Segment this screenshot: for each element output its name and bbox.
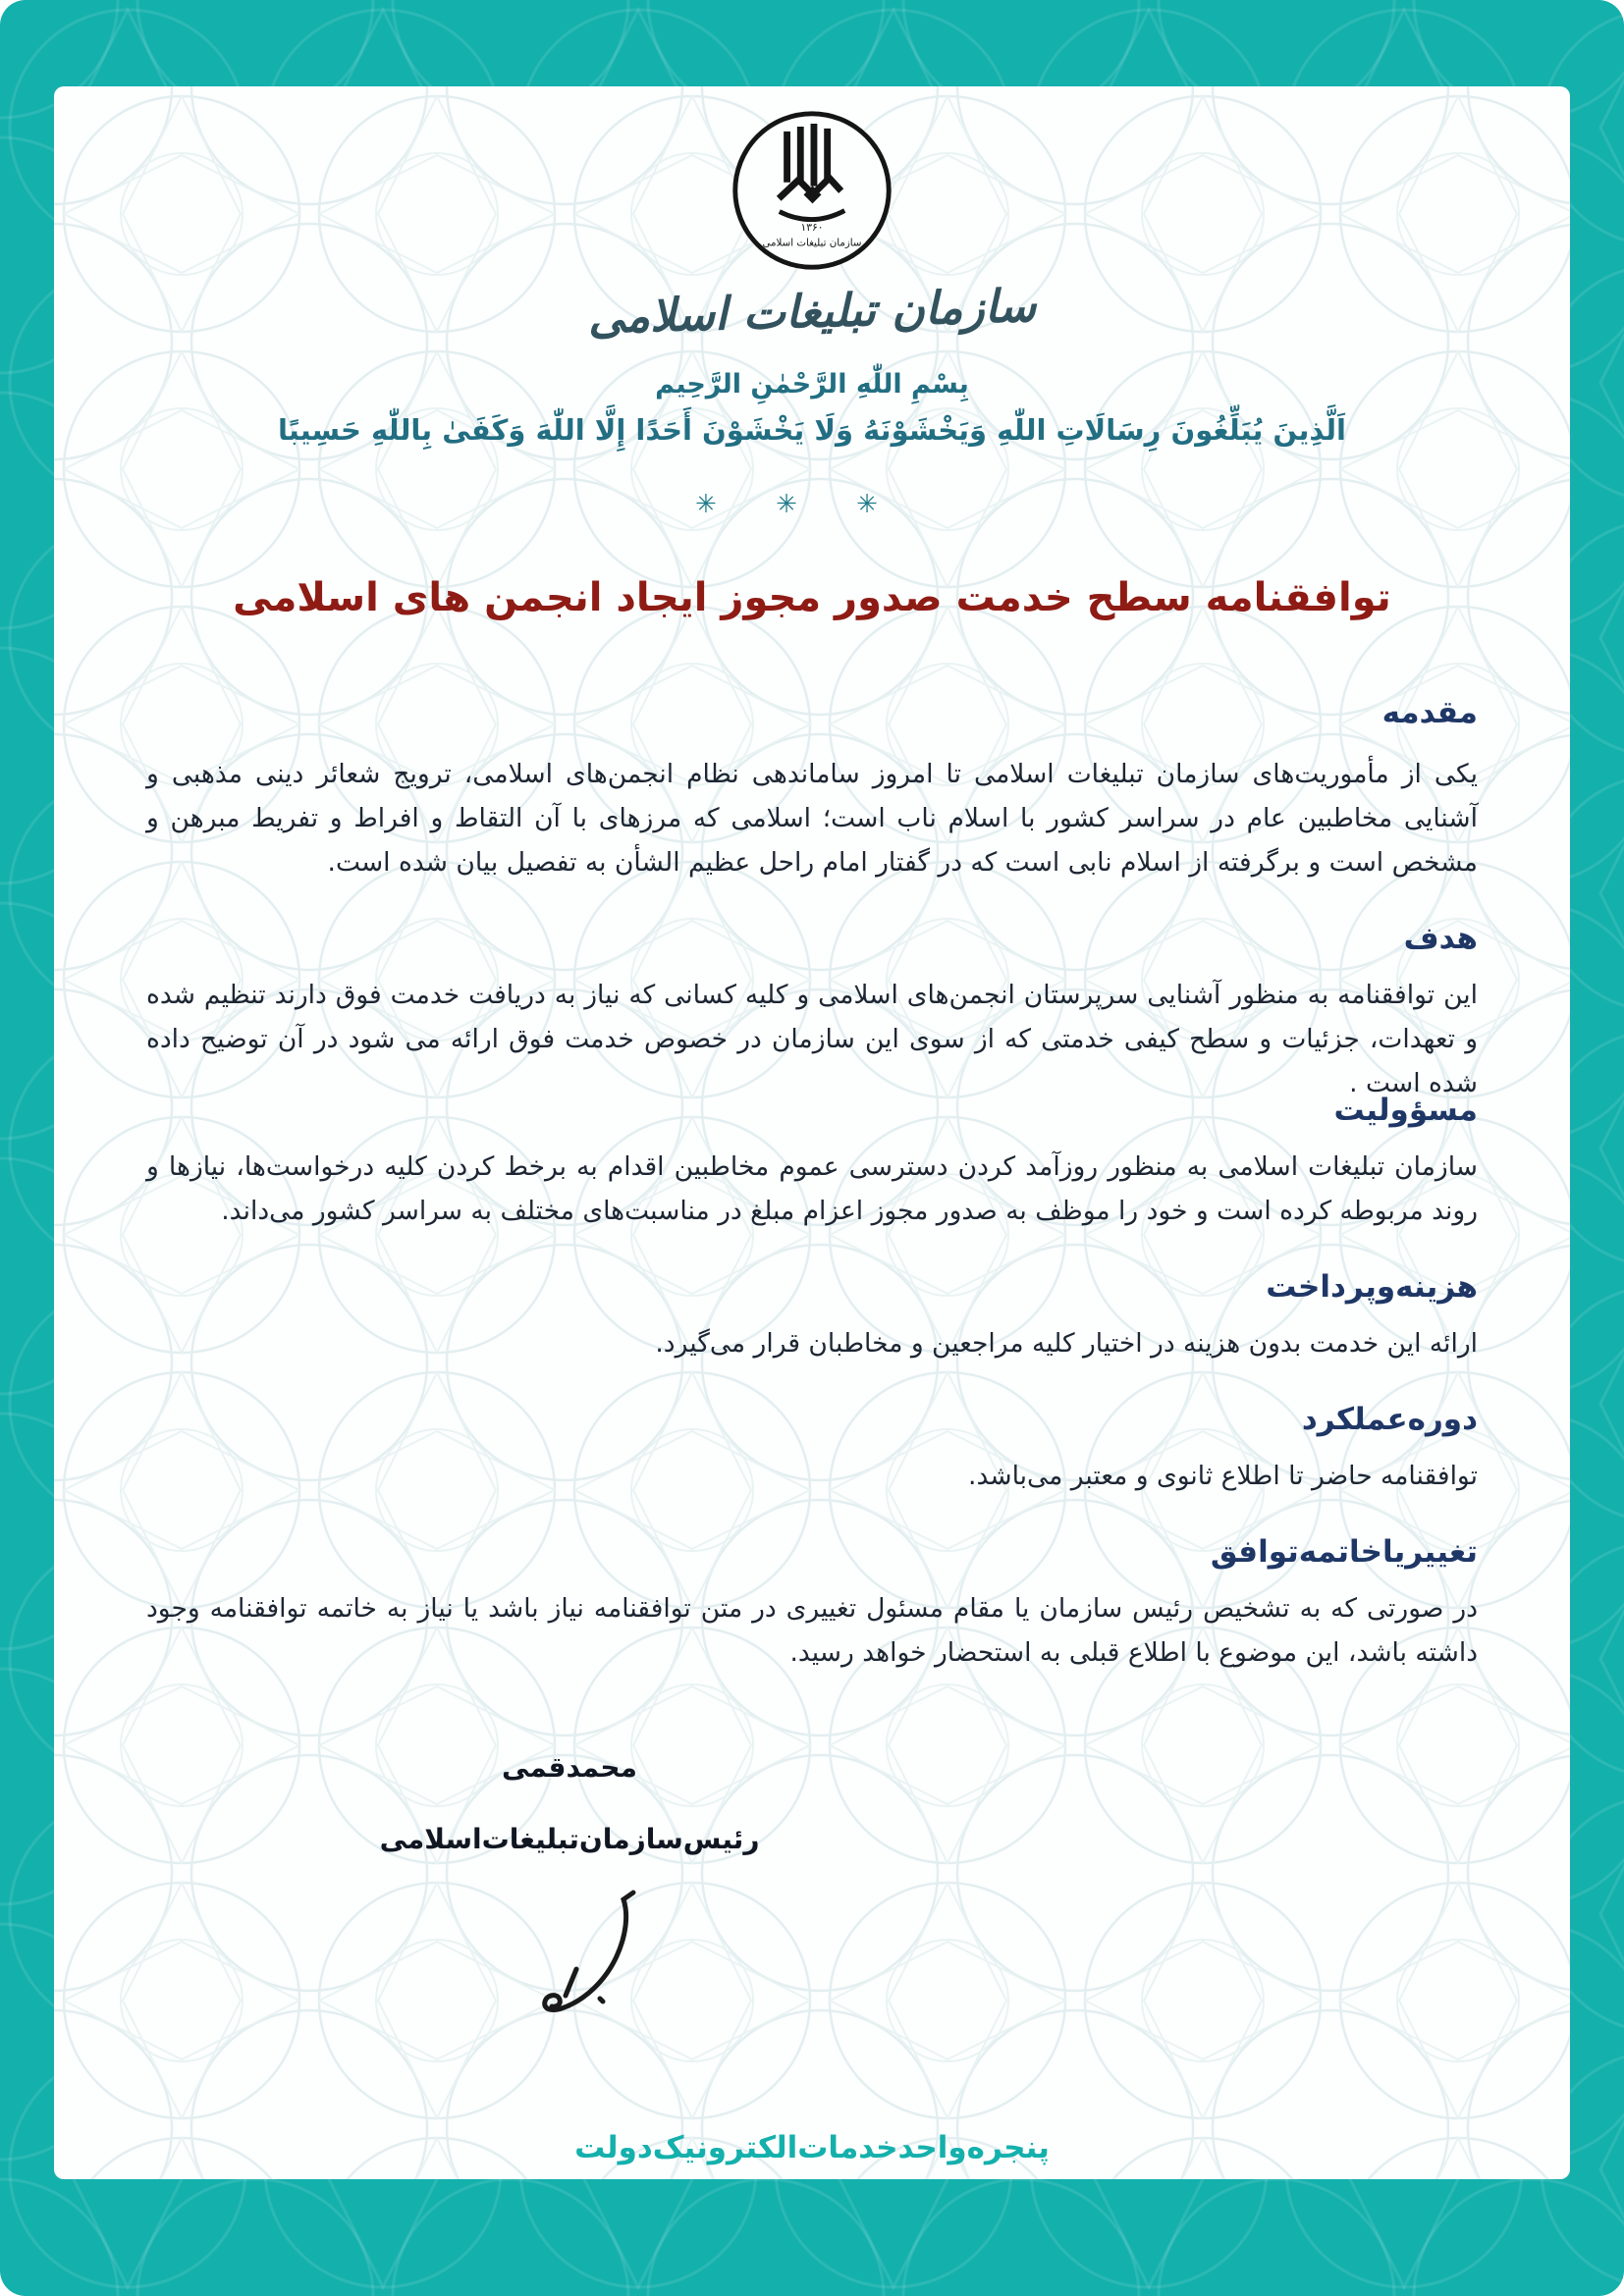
section-body-moghadame: یکی از مأموریت‌های سازمان تبلیغات اسلامی تا امروز ساماندهی نظام انجمن‌های اسلامی، ترویج شعائر دینی مذهبی و آشنایی مخاطبین عام در سراسر کشور با اسلام ناب است؛ اسلامی که مرزهای با آن التقاط و افراط و تفریط مبرهن و مشخص است و برگرفته از اسلام نابی است که در گفتار امام راحل عظیم الشأن به تفصیل بیان شده است. — [146, 759, 1478, 878]
logo-wordmark: سازمان تبلیغات اسلامی — [587, 279, 1037, 344]
logo-inner-name: سازمان تبلیغات اسلامی — [762, 237, 862, 249]
section-heading-hadaf: هدف — [1403, 921, 1478, 956]
section-body-hazine-pardakht: ارائه این خدمت بدون هزینه در اختیار کلیه مراجعین و مخاطبان قرار می‌گیرد. — [655, 1328, 1478, 1359]
signatory-title: رئیس‌سازمان‌تبلیغات‌اسلامی — [379, 1823, 760, 1855]
document-title: توافقنامه سطح خدمت صدور مجوز ایجاد انجمن های اسلامی — [233, 575, 1391, 620]
document-sheet — [54, 86, 1570, 2179]
ornament-asterisks: ✳ ✳ ✳ — [695, 490, 903, 519]
section-heading-masouliat: مسؤولیت — [1333, 1093, 1478, 1128]
section-body-hadaf: این توافقنامه به منظور آشنایی سرپرستان انجمن‌های اسلامی و کلیه کسانی که نیاز به دریافت خدمت فوق دارند تنظیم شده و تعهدات، جزئیات و سطح کیفی خدمتی که از سوی این سازمان در خصوص خدمت فوق ارائه می شود در آن توضیح داده شده است . — [146, 980, 1478, 1098]
handwritten-signature — [498, 1879, 694, 2056]
bismillah-block — [54, 369, 1570, 519]
bismillah-text: بِسْمِ اللّٰهِ الرَّحْمٰنِ الرَّحِیم — [655, 369, 969, 400]
section-heading-hazine-pardakht: هزینه‌وپرداخت — [1266, 1269, 1478, 1305]
section-body-taghir-khateme: در صورتی که به تشخیص رئیس سازمان یا مقام مسئول تغییری در متن توافقنامه نیاز باشد یا نیاز به خاتمه توافقنامه وجود داشته باشد، این موضوع با اطلاع قبلی به استحضار خواهد رسید. — [146, 1593, 1478, 1668]
logo-year: ۱۳۶۰ — [800, 221, 824, 235]
section-heading-dore-amalkard: دوره‌عملکرد — [1301, 1402, 1478, 1437]
quran-verse: اَلَّذِینَ یُبَلِّغُونَ رِسَالَاتِ اللّٰهِ وَیَخْشَوْنَهُ وَلَا یَخْشَوْنَ أَحَدًا إِلَّا اللّٰهَ وَکَفَىٰ بِاللّٰهِ حَسِیبًا — [277, 413, 1346, 447]
section-heading-taghir-khateme: تغییر‌یا‌خاتمه‌توافق — [1210, 1534, 1478, 1570]
section-body-masouliat: سازمان تبلیغات اسلامی به منظور روزآمد کردن دسترسی عموم مخاطبین اقدام به برخط کردن کلیه درخواست‌ها، نیازها و روند مربوطه کرده است و خود را موظف به صدور مجوز اعزام مبلغ در مناسبت‌های مختلف به سراسر کشور می‌داند. — [146, 1151, 1478, 1226]
footer-service-window: پنجره‌واحد‌خدمات‌الکترونیک‌دولت — [574, 2130, 1050, 2165]
section-body-dore-amalkard: توافقنامه حاضر تا اطلاع ثانوی و معتبر می‌باشد. — [968, 1461, 1478, 1491]
signature-block — [358, 1751, 781, 1855]
signatory-name: محمدقمی — [502, 1751, 637, 1784]
logo-emblem-icon — [726, 104, 898, 277]
section-heading-moghadame: مقدمه — [1381, 695, 1478, 730]
organization-logo — [54, 104, 1570, 344]
